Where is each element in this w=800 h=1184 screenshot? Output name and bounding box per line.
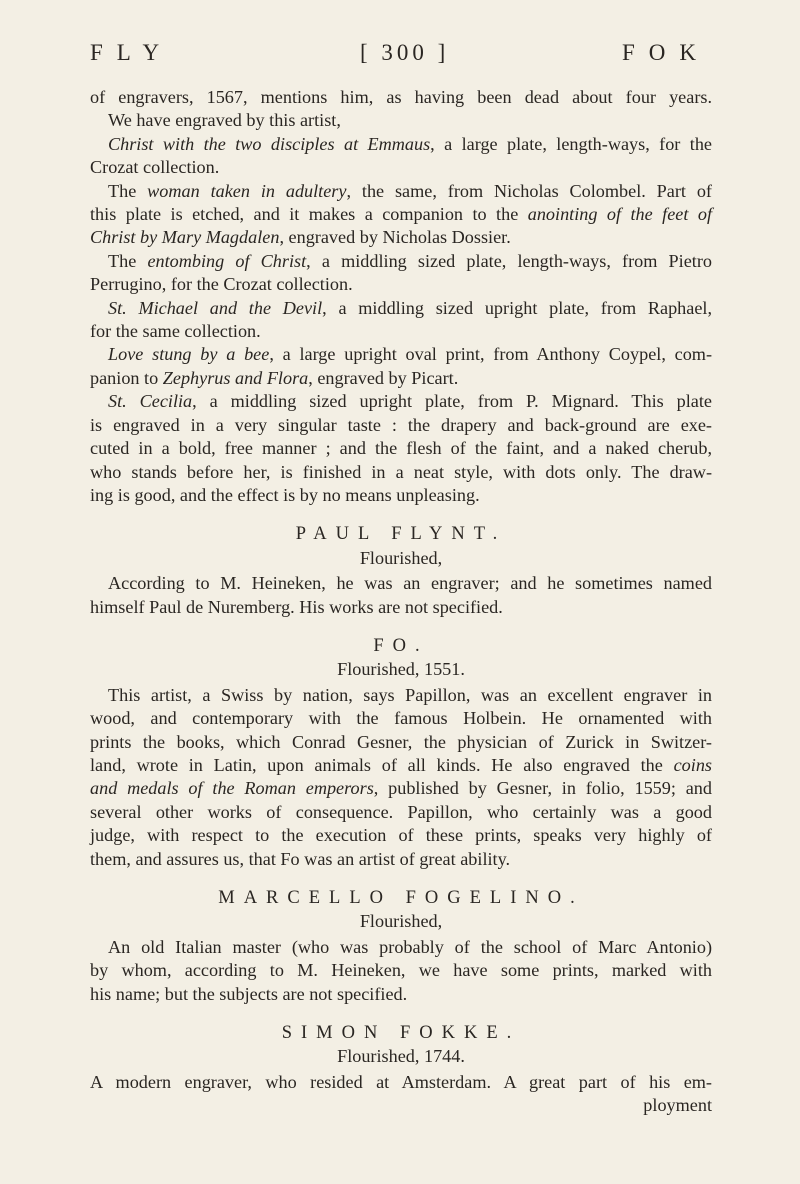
text-line: St. Cecilia, a middling sized upright plate, from P. Mignard. This plate [108, 391, 712, 412]
text-line: this plate is etched, and it makes a companion to the anointing of the feet of [90, 204, 712, 225]
catchword: ployment [643, 1095, 712, 1116]
text-line: St. Michael and the Devil, a middling sized upright plate, from Raphael, [108, 297, 713, 318]
text-line: Love stung by a bee, a large upright oval print, from Anthony Coypel, com- [108, 344, 712, 365]
text-line: several other works of consequence. Papillon, who certainly was a good [90, 801, 712, 822]
text-line: who stands before her, is finished in a neat style, with dots only. The draw- [90, 461, 712, 482]
flourished-line: Flourished, [359, 911, 443, 932]
entry-heading-fokke: SIMON FOKKE. [281, 1023, 521, 1044]
artwork-title: and medals of the Roman emperors [90, 778, 374, 799]
entry-heading-fogelino: MARCELLO FOGELINO. [218, 888, 584, 908]
text-line: The woman taken in adultery, the same, from Nicholas Colombel. Part of [108, 180, 712, 201]
text-line: and medals of the Roman emperors, published by Gesner, in folio, 1559; and [90, 778, 712, 799]
entry-heading-fo: FO. [373, 635, 429, 656]
text-line: The entombing of Christ, a middling sized plate, length-ways, from Pietro [108, 250, 712, 271]
header-right: FOK [621, 40, 710, 65]
entry-heading-flynt: PAUL FLYNT. [295, 524, 507, 545]
text-line: Perrugino, for the Crozat collection. [90, 274, 353, 295]
text-line: by whom, according to M. Heineken, we have some prints, marked with [90, 960, 712, 981]
text-line: Crozat collection. [90, 157, 220, 178]
text-line: himself Paul de Nuremberg. His works are not specified. [90, 596, 503, 617]
flourished-line: Flourished, 1744. [337, 1046, 465, 1067]
text-line: ing is good, and the effect is by no means unpleasing. [90, 484, 480, 505]
text-line: cuted in a bold, free manner ; and the flesh of the faint, and a naked cherub, [90, 438, 712, 459]
running-header [90, 40, 710, 70]
artwork-title: anointing of the feet of [527, 204, 712, 225]
artwork-title: coins [673, 754, 713, 775]
text-line: panion to Zephyrus and Flora, engraved by Picart. [90, 367, 459, 388]
text-line: his name; but the subjects are not specified. [90, 983, 408, 1004]
header-left: FLY [90, 40, 174, 65]
text-line: of engravers, 1567, mentions him, as having been dead about four years. [90, 87, 712, 107]
text-line: Christ with the two disciples at Emmaus, a large plate, length-ways, for the [108, 133, 712, 154]
artwork-title: entombing of Christ [147, 250, 307, 271]
artwork-title: Zephyrus and Flora [162, 367, 309, 388]
text-line: wood, and contemporary with the famous Holbein. He ornamented with [90, 708, 712, 729]
text-line: According to M. Heineken, he was an engraver; and he sometimes named [108, 573, 712, 594]
artwork-title: Love stung by a bee [108, 344, 270, 365]
text-line: This artist, a Swiss by nation, says Papillon, was an excellent engraver in [108, 684, 712, 705]
text-line: prints the books, which Conrad Gesner, the physician of Zurick in Switzer- [90, 731, 712, 752]
artwork-title: woman taken in adultery [147, 180, 347, 201]
artwork-title: St. Cecilia [108, 391, 193, 412]
flourished-line: Flourished, [359, 547, 443, 568]
text-line: is engraved in a very singular taste : the drapery and back-ground are exe- [90, 414, 712, 435]
text-line: land, wrote in Latin, upon animals of all kinds. He also engraved the coins [90, 754, 713, 775]
text-line: judge, with respect to the execution of these prints, speaks very highly of [90, 825, 712, 846]
flourished-line: Flourished, 1551. [337, 659, 465, 680]
text-line: We have engraved by this artist, [108, 110, 341, 131]
text-line: An old Italian master (who was probably of the school of Marc Antonio) [108, 936, 712, 957]
page-number: [ 300 ] [360, 40, 450, 65]
artwork-title: Christ with the two disciples at Emmaus [108, 133, 431, 154]
text-line: A modern engraver, who resided at Amsterdam. A great part of his em- [90, 1071, 712, 1092]
text-line: Christ by Mary Magdalen, engraved by Nicholas Dossier. [90, 227, 511, 248]
artwork-title: St. Michael and the Devil [108, 297, 323, 318]
text-line: for the same collection. [90, 321, 261, 342]
page-body [90, 86, 712, 1118]
text-line: them, and assures us, that Fo was an artist of great ability. [90, 848, 511, 869]
artwork-title: Christ by Mary Magdalen [90, 227, 280, 248]
